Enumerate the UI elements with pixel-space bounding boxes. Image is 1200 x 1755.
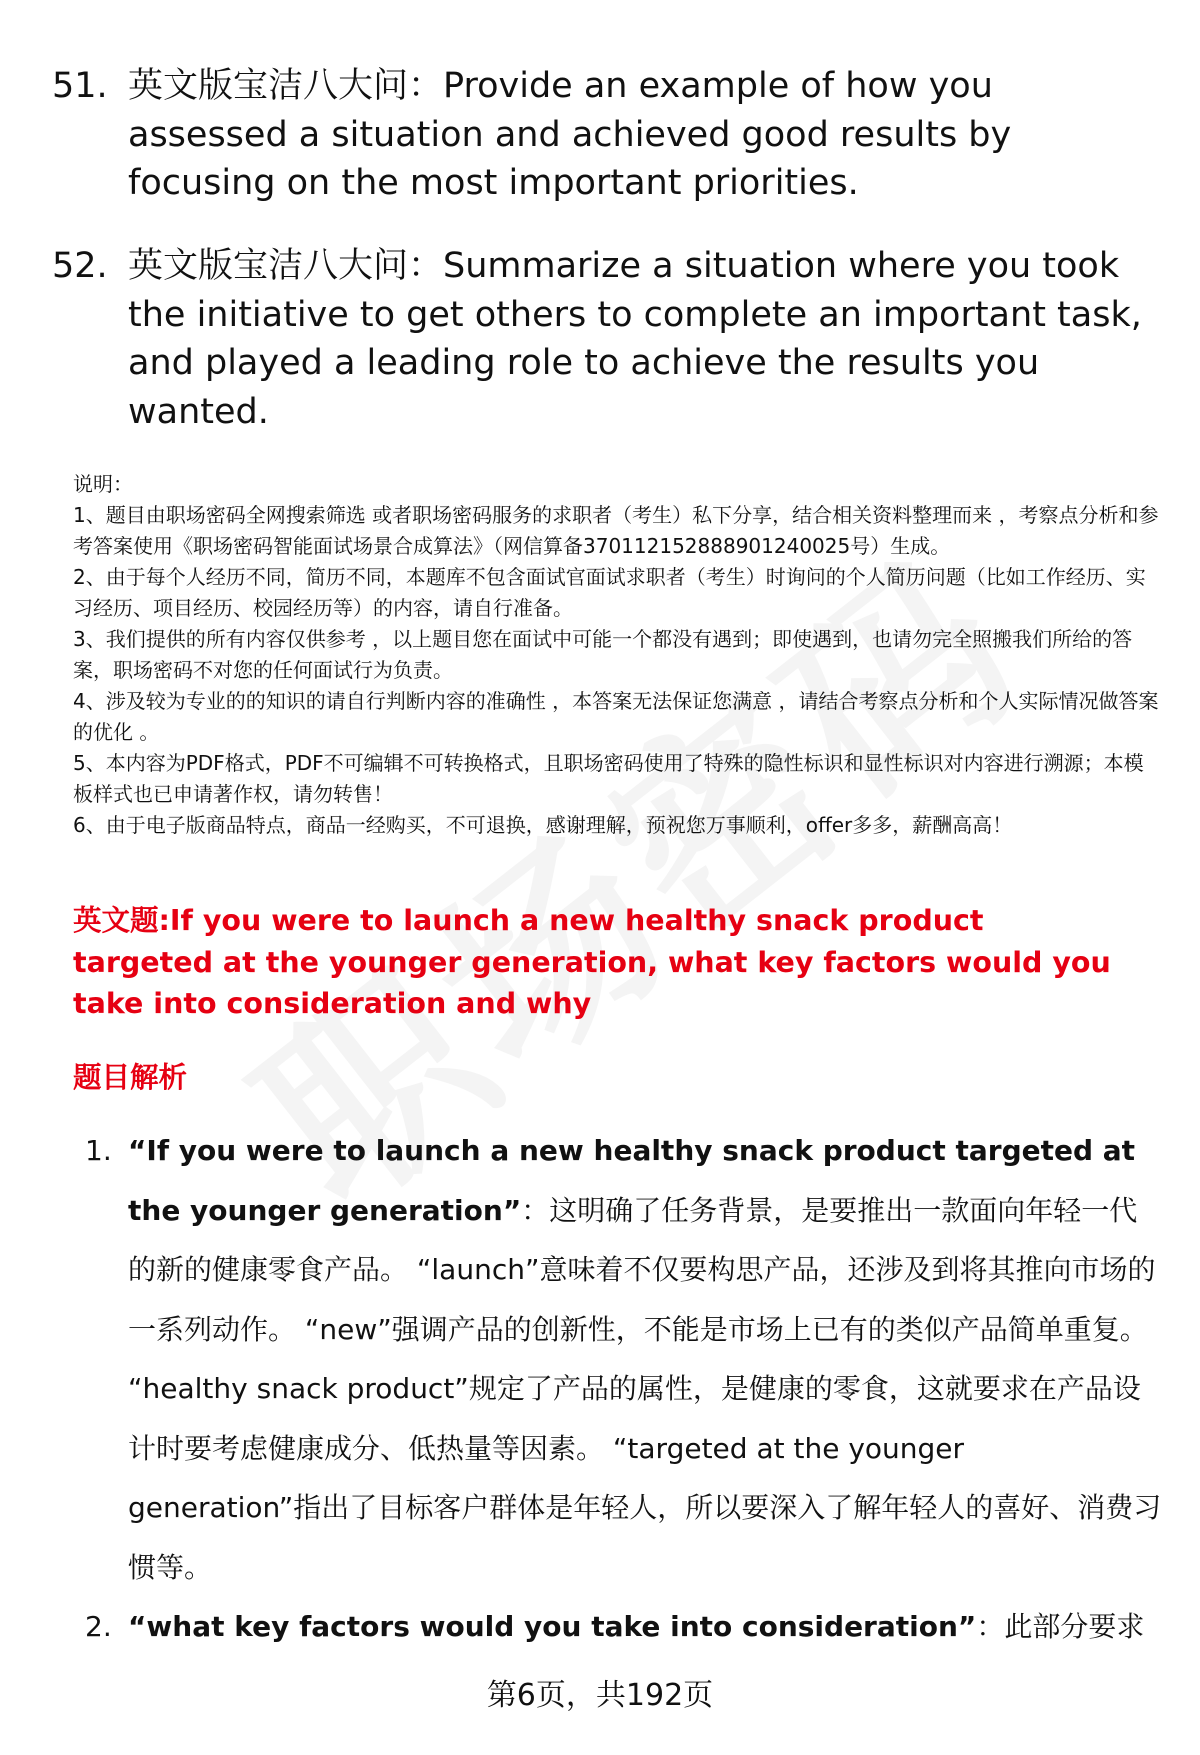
note-item: 3、我们提供的所有内容仅供参考 ，以上题目您在面试中可能一个都没有遇到；即使遇到，也请勿完全照搬我们所给的答案，职场密码不对您的任何面试行为负责。: [73, 627, 1133, 682]
question-51: [52, 62, 1162, 208]
analysis-item-quote: “If you were to launch a new healthy snack product targeted at the younger generation”: [128, 1134, 1136, 1227]
section-title: 题目解析: [73, 1061, 188, 1094]
analysis-item-number: 2.: [85, 1610, 112, 1643]
analysis-item-body: [128, 1597, 1165, 1657]
question-number: 51.: [52, 66, 108, 106]
analysis-item-quote: “what key factors would you take into consideration”: [128, 1610, 977, 1643]
note-item: 4、涉及较为专业的的知识的请自行判断内容的准确性 ，本答案无法保证您满意 ，请结合考察点分析和个人实际情况做答案的优化 。: [73, 689, 1159, 744]
analysis-item-number: 1.: [85, 1134, 112, 1167]
note-item: 6、由于电子版商品特点，商品一经购买，不可退换，感谢理解，预祝您万事顺利，offer多多，薪酬高高！: [73, 813, 1013, 837]
analysis-item-text: ：此部分要求: [976, 1610, 1145, 1643]
analysis-list: [85, 1121, 1165, 1657]
disclaimer-notes: [73, 469, 1163, 841]
question-text: 英文版宝洁八大问：Provide an example of how you assessed a situation and achieved good results by focusing on the most important priorities.: [128, 66, 1012, 203]
analysis-item: [85, 1121, 1165, 1597]
note-item: 1、题目由职场密码全网搜索筛选 或者职场密码服务的求职者（考生）私下分享，结合相关资料整理而来 ，考察点分析和参考答案使用《职场密码智能面试场景合成算法》（网信算备370112152888901240025号）生成。: [73, 503, 1159, 558]
notes-title: 说明：: [73, 472, 133, 496]
analysis-item-body: [128, 1121, 1165, 1597]
note-item: 5、本内容为PDF格式，PDF不可编辑不可转换格式，且职场密码使用了特殊的隐性标识和显性标识对内容进行溯源；本模板样式也已申请著作权，请勿转售！: [73, 751, 1144, 806]
note-item: 2、由于每个人经历不同，简历不同，本题库不包含面试官面试求职者（考生）时询问的个人简历问题（比如工作经历、实习经历、项目经历、校园经历等）的内容，请自行准备。: [73, 565, 1146, 620]
question-number: 52.: [52, 246, 108, 286]
english-question-heading: 英文题:If you were to launch a new healthy snack product targeted at the younger generation, what key factors would you take into consideration and why: [73, 904, 1111, 1020]
analysis-item-text: ：这明确了任务背景，是要推出一款面向年轻一代的新的健康零食产品。 “launch”意味着不仅要构思产品，还涉及到将其推向市场的一系列动作。 “new”强调产品的创新性，不能是市场上已有的类似产品简单重复。 “healthy snack product”规定了产品的属性，是健康的零食，这就要求在产品设计时要考虑健康成分、低热量等因素。 “targeted at the younger generation”指出了目标客户群体是年轻人，所以要深入了解年轻人的喜好、消费习惯等。: [128, 1193, 1162, 1584]
question-52: [52, 242, 1162, 436]
question-text: 英文版宝洁八大问：Summarize a situation where you took the initiative to get others to complete an important task, and played a leading role to achieve the results you wanted.: [128, 246, 1142, 432]
analysis-item: [85, 1597, 1165, 1657]
page-footer: 第6页，共192页: [486, 1678, 714, 1713]
